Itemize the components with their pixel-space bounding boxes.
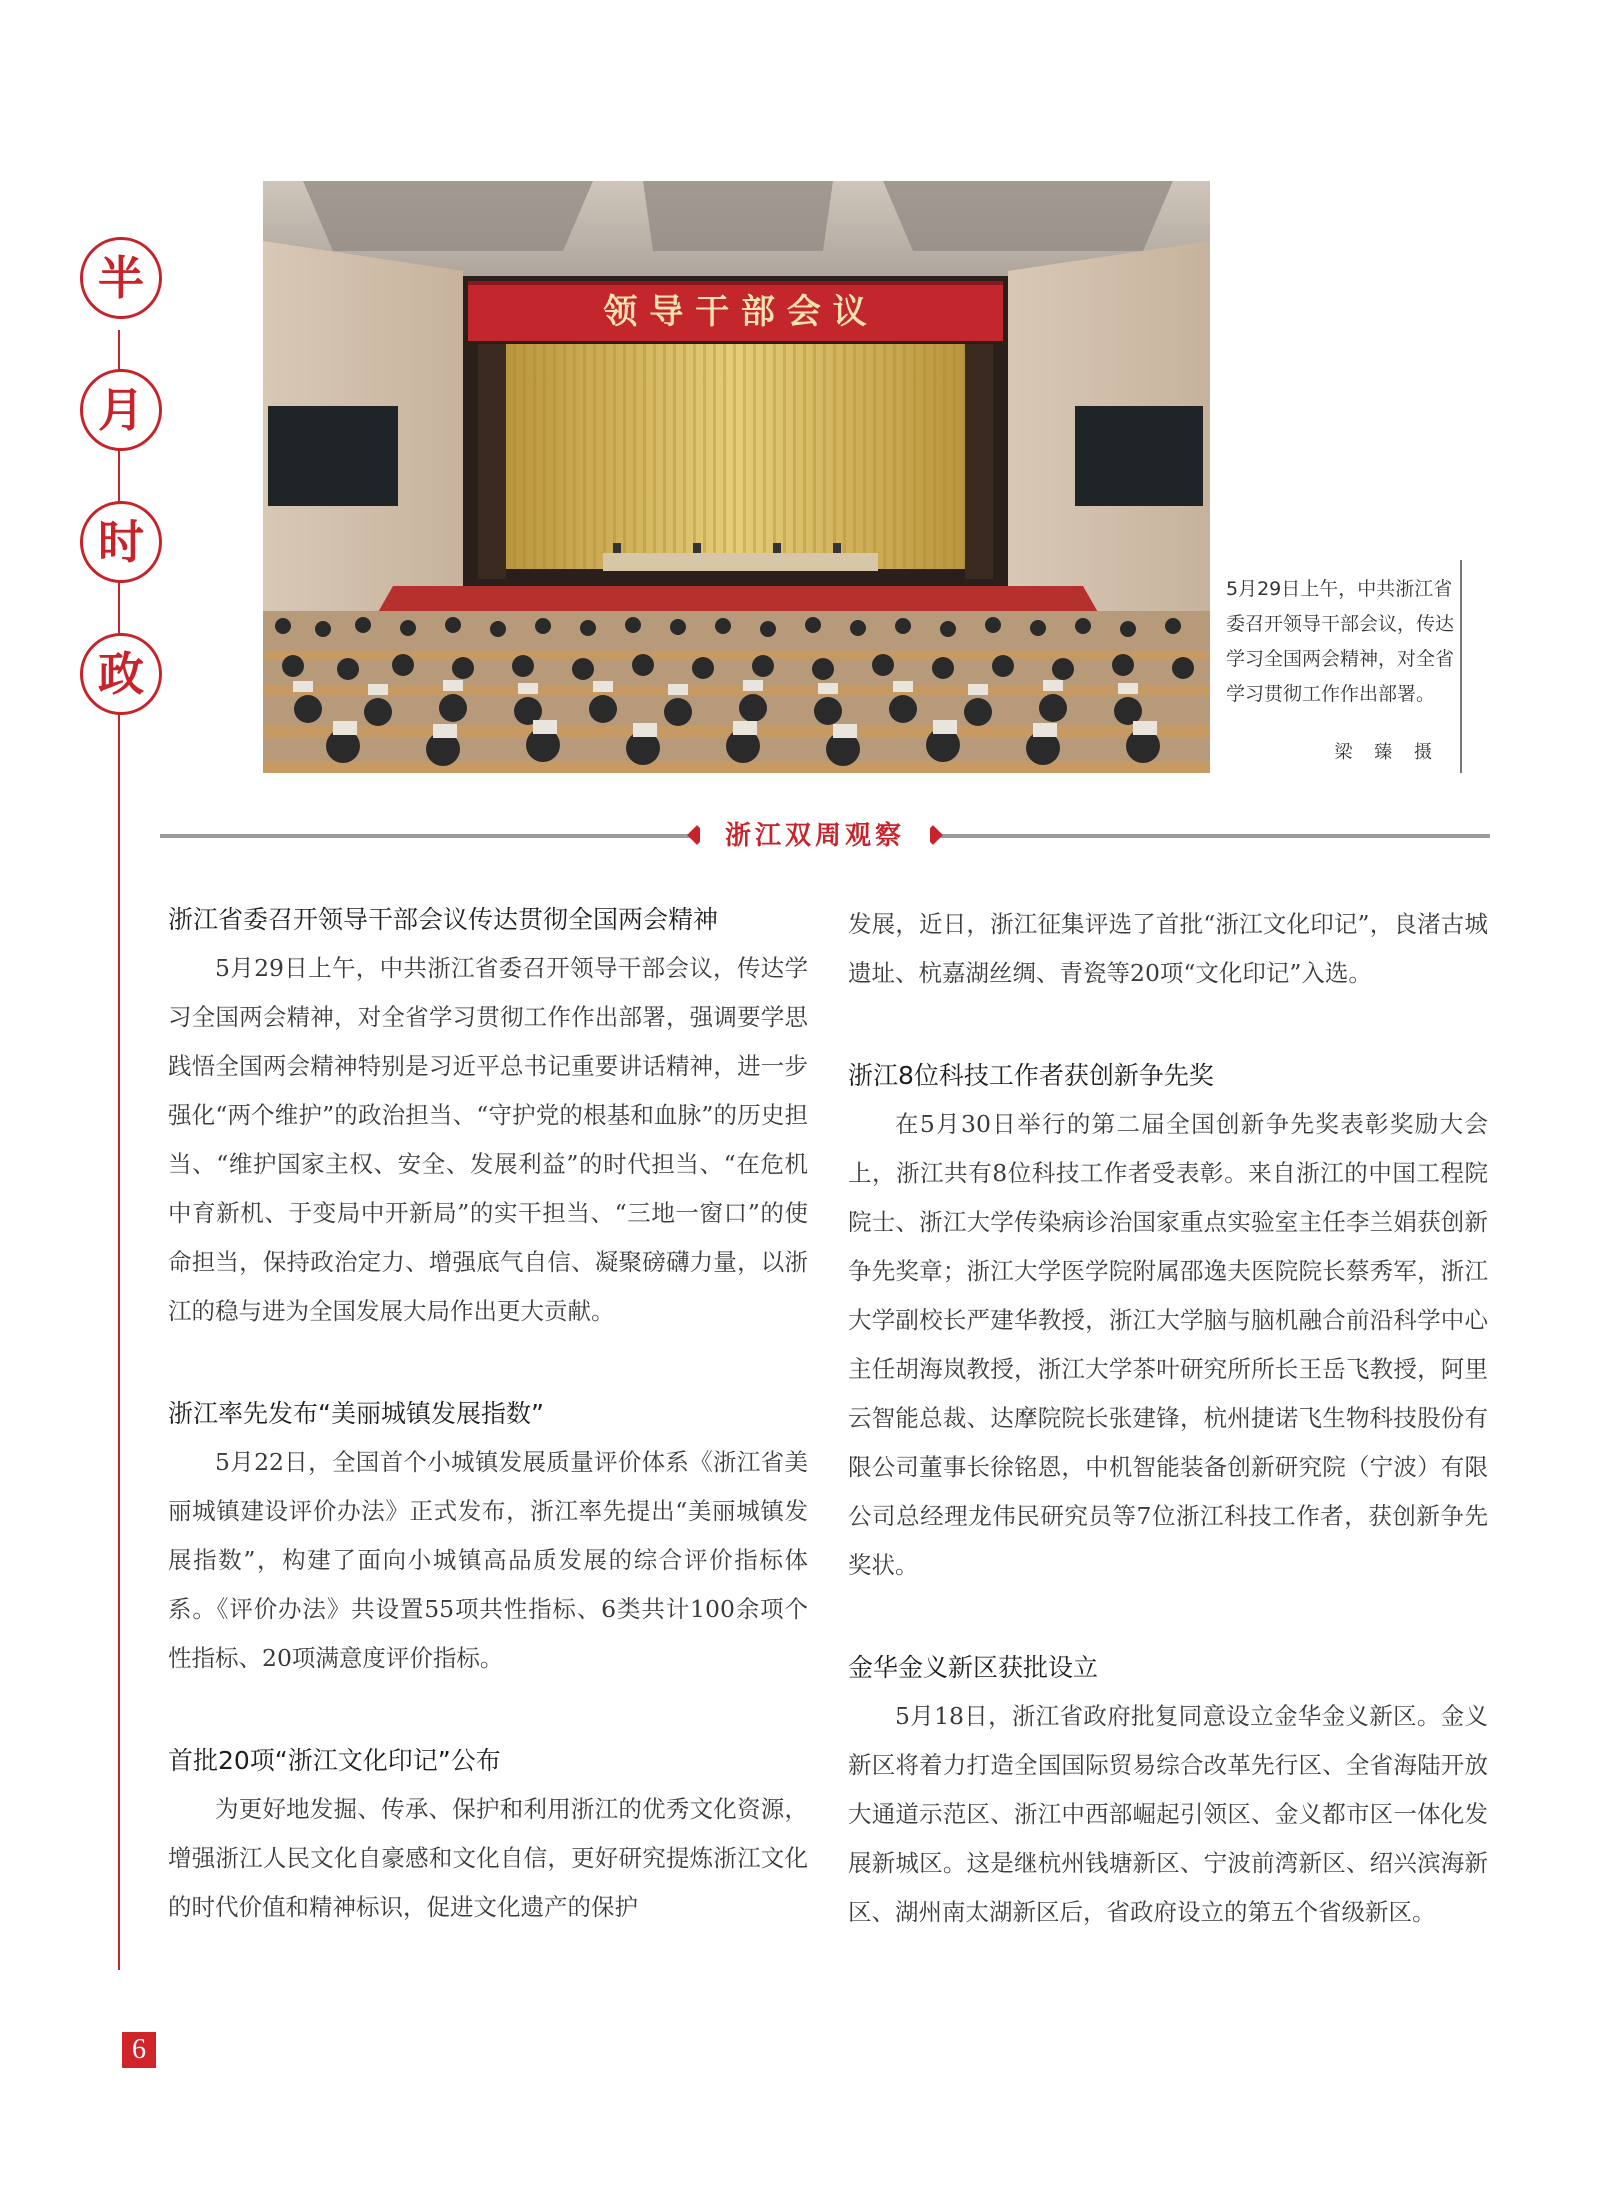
photo-credit: 梁 臻 摄 — [1334, 742, 1440, 763]
article-body: 5月22日，全国首个小城镇发展质量评价体系《浙江省美丽城镇建设评价办法》正式发布，浙江率先提出“美丽城镇发展指数”，构建了面向小城镇高品质发展的综合评价指标体系。《评价办法》共设置55项共性指标、6类共计100余项个性指标、20项满意度评价指标。 — [168, 1448, 808, 1672]
section-rule-right — [930, 834, 1490, 838]
article-title: 浙江省委召开领导干部会议传达贯彻全国两会精神 — [168, 905, 719, 934]
photo-caption-box — [1210, 560, 1462, 773]
article-title: 浙江8位科技工作者获创新争先奖 — [848, 1061, 1214, 1090]
right-column — [848, 900, 1488, 1937]
article-body: 为更好地发掘、传承、保护和利用浙江的优秀文化资源，增强浙江人民文化自豪感和文化自信，更好研究提炼浙江文化的时代价值和精神标识，促进文化遗产的保护 — [168, 1795, 808, 1921]
meeting-photo — [263, 181, 1210, 773]
page-number: 6 — [122, 2032, 156, 2068]
section-title: 浙江双周观察 — [700, 816, 930, 856]
photo-caption: 5月29日上午，中共浙江省委召开领导干部会议，传达学习全国两会精神，对全省学习贯彻工作作出部署。 — [1226, 578, 1455, 705]
masthead-char-2: 月 — [80, 369, 162, 451]
banner-text: 领 导 干 部 会 议 — [603, 292, 867, 332]
article-body: 5月18日，浙江省政府批复同意设立金华金义新区。金义新区将着力打造全国国际贸易综合改革先行区、全省海陆开放大通道示范区、浙江中西部崛起引领区、金义都市区一体化发展新城区。这是继杭州钱塘新区、宁波前湾新区、绍兴滨海新区、湖州南太湖新区后，省政府设立的第五个省级新区。 — [848, 1702, 1488, 1926]
article-title: 首批20项“浙江文化印记”公布 — [168, 1746, 501, 1775]
article-body: 5月29日上午，中共浙江省委召开领导干部会议，传达学习全国两会精神，对全省学习贯彻工作作出部署，强调要学思践悟全国两会精神特别是习近平总书记重要讲话精神，进一步强化“两个维护”的政治担当、“守护党的根基和血脉”的历史担当、“维护国家主权、安全、发展利益”的时代担当、“在危机中育新机、于变局中开新局”的实干担当、“三地一窗口”的使命担当，保持政治定力、增强底气自信、凝聚磅礴力量，以浙江的稳与进为全国发展大局作出更大贡献。 — [168, 954, 808, 1325]
masthead-char-3: 时 — [80, 501, 162, 583]
section-rule-left — [160, 834, 700, 838]
left-column — [168, 900, 808, 1932]
article-continuation: 发展，近日，浙江征集评选了首批“浙江文化印记”，良渚古城遗址、杭嘉湖丝绸、青瓷等20项“文化印记”入选。 — [848, 910, 1488, 987]
article-body: 在5月30日举行的第二届全国创新争先奖表彰奖励大会上，浙江共有8位科技工作者受表彰。来自浙江的中国工程院院士、浙江大学传染病诊治国家重点实验室主任李兰娟获创新争先奖章；浙江大学医学院附属邵逸夫医院院长蔡秀军，浙江大学副校长严建华教授，浙江大学脑与脑机融合前沿科学中心主任胡海岚教授，浙江大学茶叶研究所所长王岳飞教授，阿里云智能总裁、达摩院院长张建锋，杭州捷诺飞生物科技股份有限公司董事长徐铭恩，中机智能装备创新研究院（宁波）有限公司总经理龙伟民研究员等7位浙江科技工作者，获创新争先奖状。 — [848, 1110, 1488, 1579]
masthead-char-1: 半 — [80, 237, 162, 319]
article-title: 浙江率先发布“美丽城镇发展指数” — [168, 1399, 544, 1428]
masthead-char-4: 政 — [80, 633, 162, 715]
article-title: 金华金义新区获批设立 — [848, 1653, 1099, 1682]
